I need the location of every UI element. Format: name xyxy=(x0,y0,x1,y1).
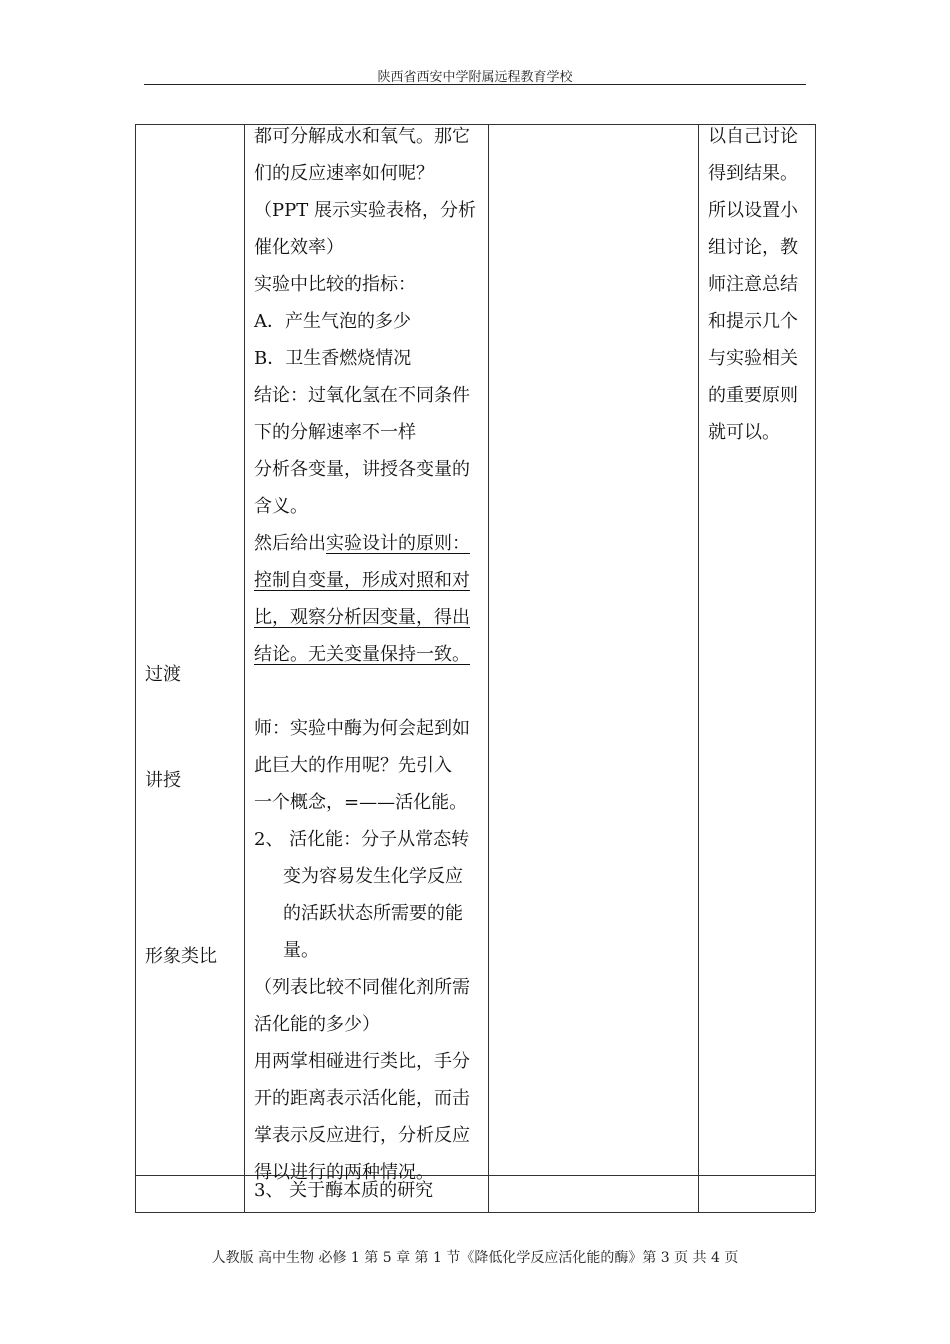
page-header: 陕西省西安中学附属远程教育学校 xyxy=(377,70,573,85)
tail-line: 活化能的多少） xyxy=(254,1014,380,1035)
principle-text: 结论。无关变量保持一致。 xyxy=(254,644,470,665)
rationale-cell xyxy=(708,118,812,451)
content-line: 结论：过氧化氢在不同条件 xyxy=(254,385,470,406)
content-line: 分析各变量，讲授各变量的 xyxy=(254,459,470,480)
tail-line: 掌表示反应进行，分析反应 xyxy=(254,1125,470,1146)
teacher-line: 此巨大的作用呢？先引入 xyxy=(254,755,452,776)
item2-line: 变为容易发生化学反应 xyxy=(283,866,463,887)
teacher-line: 一个概念，=——活化能。 xyxy=(254,792,468,813)
table-right-border xyxy=(815,124,816,1212)
main-content-cell xyxy=(254,118,486,1191)
principle-prefix: 然后给出 xyxy=(254,533,326,554)
content-line: 下的分解速率不一样 xyxy=(254,422,416,443)
table-col-divider-2 xyxy=(488,124,489,1212)
principle-text: 控制自变量，形成对照和对 xyxy=(254,570,470,591)
item2-line: 的活跃状态所需要的能 xyxy=(283,903,463,924)
rationale-line: 和提示几个 xyxy=(708,311,798,332)
blank-line xyxy=(254,673,486,710)
content-line: 催化效率） xyxy=(254,237,344,258)
header-rule xyxy=(144,84,806,85)
rationale-line: 以自己讨论 xyxy=(708,126,798,147)
content-line: 们的反应速率如何呢？ xyxy=(254,163,434,184)
page-footer: 人教版 高中生物 必修 1 第 5 章 第 1 节《降低化学反应活化能的酶》第 3 页 共 4 页 xyxy=(211,1250,739,1266)
rationale-line: 就可以。 xyxy=(708,422,780,443)
principle-line xyxy=(254,525,486,562)
rationale-line: 师注意总结 xyxy=(708,274,798,295)
tail-line: 开的距离表示活化能，而击 xyxy=(254,1088,470,1109)
principle-text: 比，观察分析因变量，得出 xyxy=(254,607,470,628)
principle-text: 实验设计的原则： xyxy=(326,533,470,554)
table-bottom-border xyxy=(135,1212,815,1213)
next-row-cell xyxy=(254,1172,486,1209)
tail-line: 用两掌相碰进行类比，手分 xyxy=(254,1051,470,1072)
table-left-border xyxy=(135,124,136,1212)
table-col-divider-3 xyxy=(698,124,699,1212)
rationale-line: 所以设置小 xyxy=(708,200,798,221)
rationale-line: 得到结果。 xyxy=(708,163,798,184)
tail-line: 得以进行的两种情况。 xyxy=(254,1162,434,1183)
content-line: B．卫生香燃烧情况 xyxy=(254,348,412,369)
rationale-line: 与实验相关 xyxy=(708,348,798,369)
label-transition: 过渡 xyxy=(145,664,181,685)
tail-line: （列表比较不同催化剂所需 xyxy=(254,977,470,998)
rationale-line: 组讨论，教 xyxy=(708,237,798,258)
label-analogy: 形象类比 xyxy=(145,946,217,967)
label-lecture: 讲授 xyxy=(145,770,181,791)
item2-line: 2、 活化能：分子从常态转 xyxy=(254,829,470,850)
rationale-line: 的重要原则 xyxy=(708,385,798,406)
content-line: A．产生气泡的多少 xyxy=(254,311,411,332)
content-line: 都可分解成水和氧气。那它 xyxy=(254,126,470,147)
content-line: 实验中比较的指标： xyxy=(254,274,416,295)
table-col-divider-1 xyxy=(244,124,245,1212)
next-row-text: 3、 关于酶本质的研究 xyxy=(254,1180,434,1201)
item2-line: 量。 xyxy=(283,940,319,961)
teacher-line: 师：实验中酶为何会起到如 xyxy=(254,718,470,739)
content-line: 含义。 xyxy=(254,496,308,517)
content-line: （PPT 展示实验表格，分析 xyxy=(254,200,476,221)
